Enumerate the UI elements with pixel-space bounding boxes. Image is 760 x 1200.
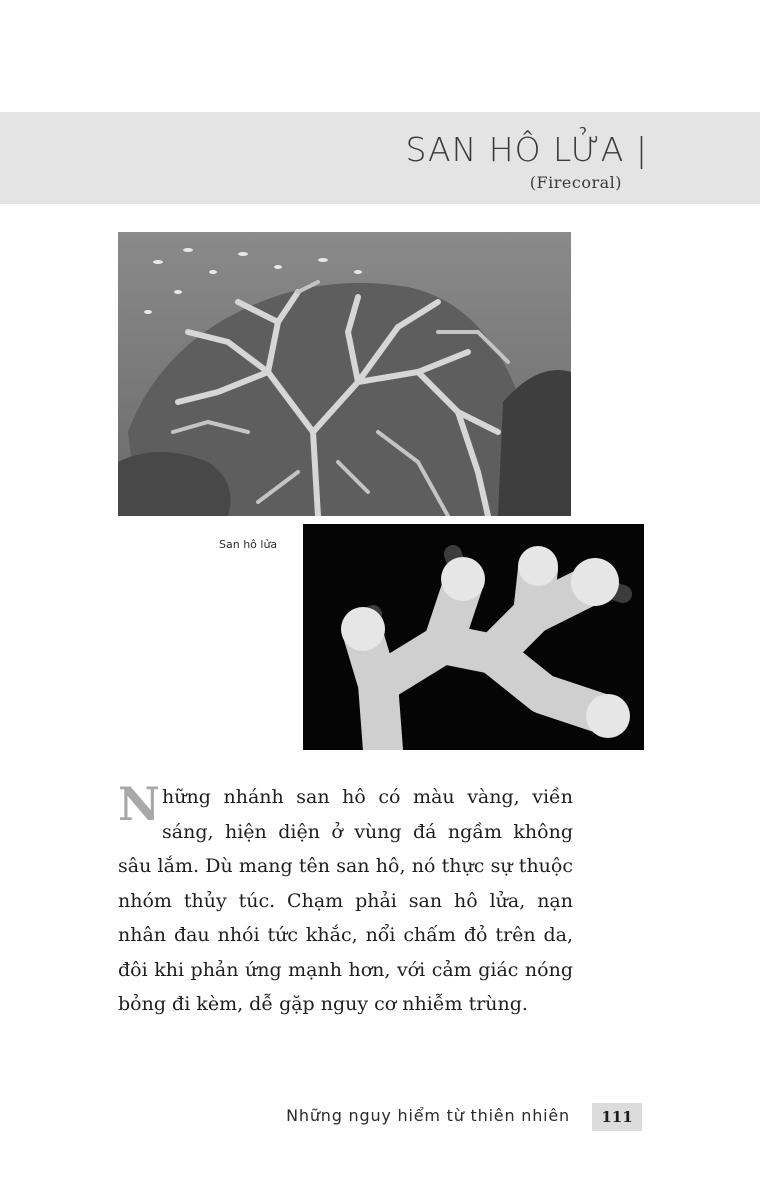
page-subtitle: (Firecoral) [529, 173, 622, 192]
drop-cap: N [118, 777, 161, 831]
footer-book-title: Những nguy hiểm từ thiên nhiên [286, 1106, 570, 1125]
body-text: hững nhánh san hô có màu vàng, viền sáng, hiện diện ở vùng đá ngầm không sâu lắm. Dù mang tên san hô, nó thực sự thuộc nhóm thủy túc. Chạm phải san hô lửa, nạn nhân đau nhói tức khắc, nổi chấm đỏ trên da, đôi khi phản ứng mạnh hơn, với cảm giác nóng bỏng đi kèm, dễ gặp nguy cơ nhiễm trùng. [118, 786, 573, 1015]
figure-caption: San hô lửa [219, 538, 278, 551]
fire-coral-reef-photo [118, 232, 571, 516]
page-title: SAN HÔ LỬA | [405, 130, 648, 169]
page-number: 111 [592, 1103, 642, 1131]
body-paragraph [118, 777, 573, 1022]
fire-coral-closeup-photo [303, 524, 644, 750]
